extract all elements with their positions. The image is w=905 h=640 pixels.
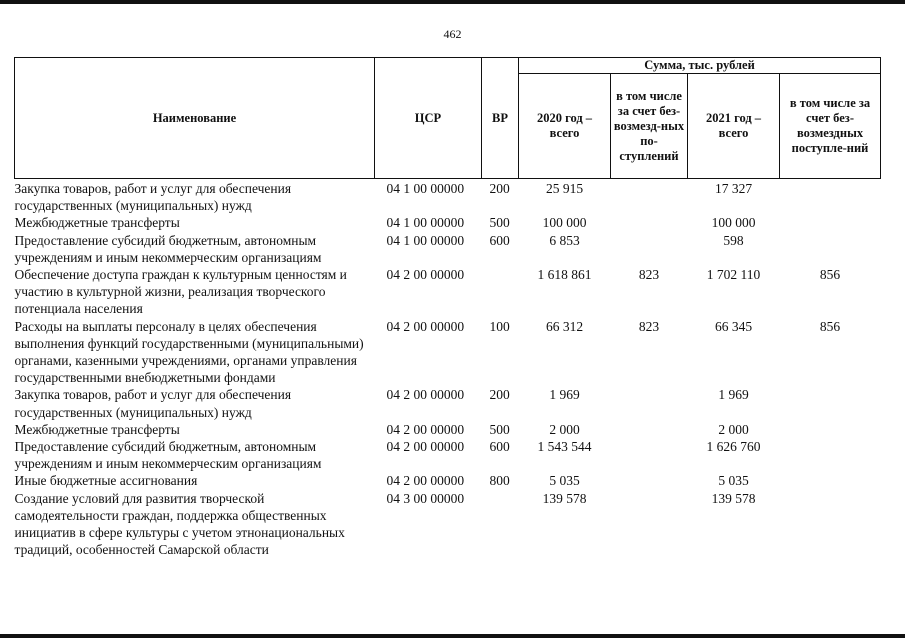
table-row: [15, 386, 881, 420]
row-2020-total: 66 312: [545, 318, 584, 334]
row-2021-gratuitous: [780, 214, 881, 231]
budget-table: [14, 57, 881, 558]
row-name: Предоставление субсидий бюджетным, автономным учреждениям и иным некоммерческим организациям: [14, 232, 322, 265]
row-name: Межбюджетные трансферты: [14, 421, 180, 437]
header-sum: Сумма, тыс. рублей: [519, 58, 881, 74]
row-2021-total: 100 000: [711, 215, 756, 231]
row-2020-total: 25 915: [545, 181, 584, 196]
row-name: Межбюджетные трансферты: [14, 215, 180, 231]
row-vr: 500: [489, 215, 510, 231]
row-name: Предоставление субсидий бюджетным, автономным учреждениям и иным некоммерческим организациям: [14, 439, 322, 472]
row-2021-total: 139 578: [711, 490, 756, 506]
header-csr: ЦСР: [375, 58, 482, 179]
row-2020-gratuitous: [611, 386, 688, 420]
row-csr: 04 2 00 00000: [386, 387, 465, 403]
row-2020-gratuitous: [611, 472, 688, 489]
row-2020-gratuitous: [611, 179, 688, 215]
table-row: [15, 214, 881, 231]
row-2021-total: 5 035: [718, 473, 749, 489]
table-row: [15, 318, 881, 387]
table-row: [15, 490, 881, 559]
header-2020-total: 2020 год – всего: [519, 74, 611, 179]
row-csr: 04 3 00 00000: [386, 490, 465, 506]
header-name: Наименование: [15, 58, 375, 179]
row-2020-total: 1 543 544: [537, 439, 592, 455]
row-name: Иные бюджетные ассигнования: [14, 473, 198, 489]
row-csr: 04 1 00 00000: [386, 181, 465, 196]
row-csr: 04 2 00 00000: [386, 473, 465, 489]
table-row: [15, 232, 881, 266]
row-csr: 04 2 00 00000: [386, 318, 465, 334]
table-body: [15, 179, 881, 559]
row-vr: 100: [489, 318, 510, 334]
row-name: Создание условий для развития творческой самодеятельности граждан, поддержка общественных инициатив в сфере культуры с учетом этнонациональных традиций, особенностей Самарской области: [14, 490, 345, 558]
row-2021-total: 2 000: [718, 421, 749, 437]
row-2020-gratuitous: [611, 232, 688, 266]
row-2021-total: 66 345: [714, 318, 753, 334]
row-2020-total: 2 000: [549, 421, 580, 437]
row-vr: 600: [489, 439, 510, 455]
bottom-rule: [0, 634, 905, 638]
row-2021-gratuitous: [780, 232, 881, 266]
row-2021-total: 17 327: [714, 181, 753, 196]
row-csr: 04 1 00 00000: [386, 232, 465, 248]
row-2020-total: 100 000: [542, 215, 587, 231]
header-2020-gratuitous: в том числе за счет без-возмезд-ных по-ступлений: [611, 74, 688, 179]
row-csr: 04 1 00 00000: [386, 215, 465, 231]
row-name: Закупка товаров, работ и услуг для обеспечения государственных (муниципальных) нужд: [14, 181, 292, 214]
row-2020-gratuitous: [611, 214, 688, 231]
row-2021-gratuitous: 856: [819, 267, 841, 283]
row-2020-total: 5 035: [549, 473, 580, 489]
top-rule: [0, 0, 905, 4]
table-row: [15, 266, 881, 318]
table-row: [15, 472, 881, 489]
row-vr: 500: [489, 421, 510, 437]
row-2021-gratuitous: 856: [819, 318, 841, 334]
row-vr: 600: [489, 232, 510, 248]
row-2021-gratuitous: [780, 421, 881, 438]
table-row: [15, 179, 881, 215]
row-name: Обеспечение доступа граждан к культурным ценностям и участию в культурной жизни, реализация творческого потенциала населения: [14, 267, 347, 317]
row-vr: 800: [489, 473, 510, 489]
row-vr: [482, 490, 519, 559]
row-name: Закупка товаров, работ и услуг для обеспечения государственных (муниципальных) нужд: [14, 387, 292, 420]
row-vr: 200: [489, 181, 510, 196]
row-csr: 04 2 00 00000: [386, 421, 465, 437]
table-row: [15, 438, 881, 472]
row-2020-gratuitous: [611, 438, 688, 472]
table-row: [15, 421, 881, 438]
row-csr: 04 2 00 00000: [386, 267, 465, 283]
row-2021-gratuitous: [780, 179, 881, 215]
row-csr: 04 2 00 00000: [386, 439, 465, 455]
row-2020-total: 6 853: [549, 232, 580, 248]
table-header: [15, 58, 881, 179]
row-2021-total: 1 626 760: [706, 439, 761, 455]
row-2021-gratuitous: [780, 472, 881, 489]
row-2021-gratuitous: [780, 438, 881, 472]
row-vr: 200: [489, 387, 510, 403]
row-2020-gratuitous: 823: [638, 267, 660, 283]
row-2021-total: 1 969: [718, 387, 749, 403]
row-2020-total: 1 969: [549, 387, 580, 403]
header-vr: ВР: [482, 58, 519, 179]
row-2020-total: 139 578: [542, 490, 587, 506]
row-2020-gratuitous: [611, 421, 688, 438]
row-2020-gratuitous: [611, 490, 688, 559]
header-2021-total: 2021 год – всего: [688, 74, 780, 179]
row-2021-gratuitous: [780, 490, 881, 559]
page-number: 462: [443, 27, 462, 41]
row-2020-gratuitous: 823: [638, 318, 660, 334]
row-2021-gratuitous: [780, 386, 881, 420]
row-name: Расходы на выплаты персоналу в целях обеспечения выполнения функций государственными (муниципальными) органами, казенными учреждениями, органами управления государственными внебюджетными фондами: [14, 318, 364, 386]
row-vr: [482, 266, 519, 318]
header-2021-gratuitous: в том числе за счет без-возмездных поступле-ний: [780, 74, 881, 179]
row-2020-total: 1 618 861: [537, 267, 592, 283]
row-2021-total: 1 702 110: [706, 267, 761, 283]
row-2021-total: 598: [723, 232, 744, 248]
